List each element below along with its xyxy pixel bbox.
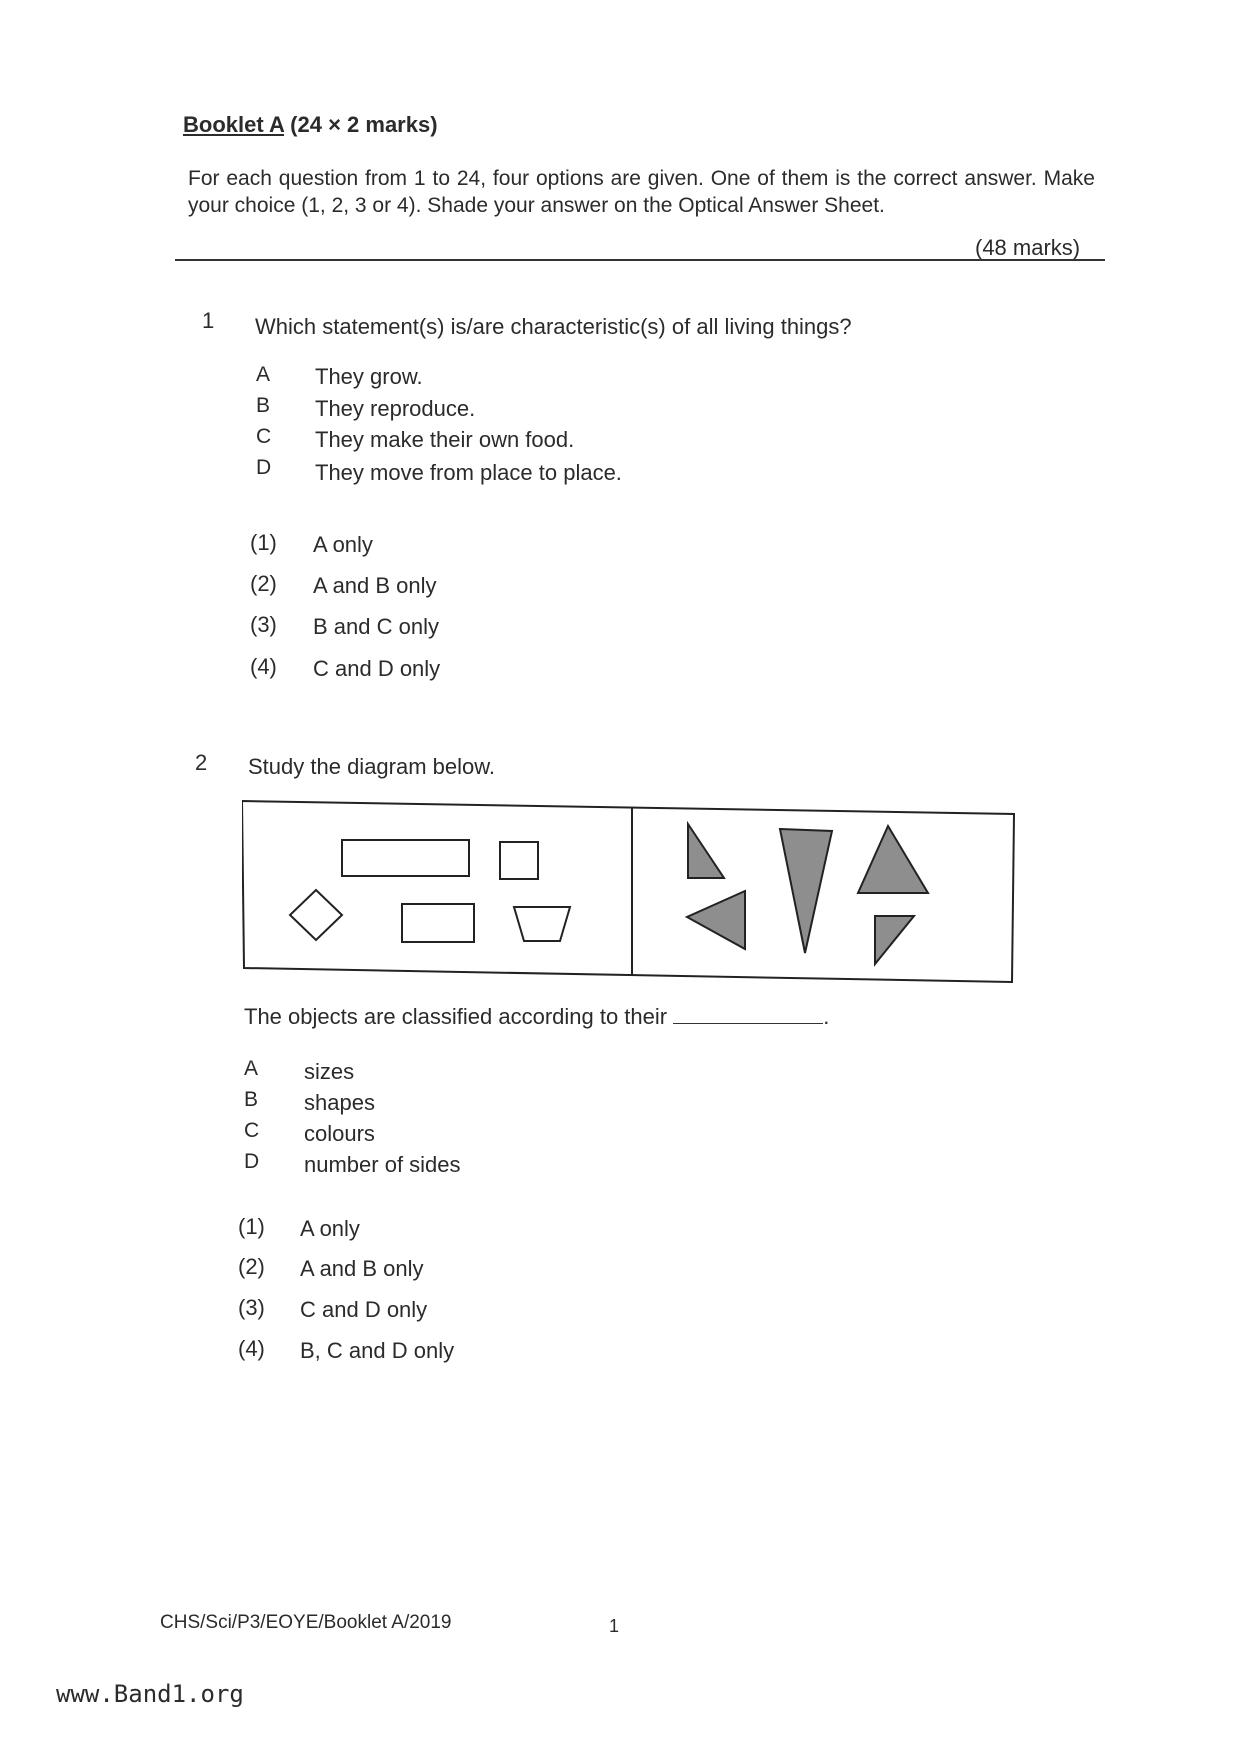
q2-option-text: B, C and D only xyxy=(300,1338,455,1363)
booklet-title: Booklet A xyxy=(183,112,285,137)
diamond-shape xyxy=(290,890,342,940)
q2-statement-letter: C xyxy=(244,1119,260,1142)
upright-triangle-shape xyxy=(858,826,928,893)
q2-statement-letter: B xyxy=(244,1088,259,1111)
left-pointing-triangle-shape xyxy=(687,891,745,949)
page-number: 1 xyxy=(609,1616,620,1636)
q2-statement-text: sizes xyxy=(304,1059,355,1084)
answer-blank xyxy=(673,1003,823,1024)
watermark: www.Band1.org xyxy=(52,1680,248,1708)
small-rectangle-shape xyxy=(402,904,474,942)
q2-statement-text: colours xyxy=(304,1121,375,1146)
q1-option-text: C and D only xyxy=(313,656,441,681)
footer-code: CHS/Sci/P3/EOYE/Booklet A/2019 xyxy=(160,1612,452,1633)
instructions-text: For each question from 1 to 24, four options are given. One of them is the correct answer. Make your choice (1, 2, 3 or 4). Shade your answer on the Optical Answer Sheet. xyxy=(188,167,1095,217)
q1-statement-text: They reproduce. xyxy=(315,396,476,421)
q1-option-number: (4) xyxy=(250,654,277,679)
small-triangle-shape xyxy=(875,916,914,964)
q1-option-text: B and C only xyxy=(313,614,439,639)
q1-option-number: (3) xyxy=(250,612,277,637)
q2-option-text: A and B only xyxy=(300,1256,424,1281)
left-group xyxy=(290,840,570,942)
q1-statement-text: They make their own food. xyxy=(315,427,575,452)
q1-statement-letter: D xyxy=(256,456,272,479)
q1-text: Which statement(s) is/are characteristic(s) of all living things? xyxy=(255,314,852,339)
q2-statement-text: shapes xyxy=(304,1090,375,1115)
right-group xyxy=(687,824,928,964)
q2-statement-text: number of sides xyxy=(304,1152,461,1177)
q1-statement-letter: B xyxy=(256,394,271,417)
total-marks: (48 marks) xyxy=(975,235,1081,260)
q1-number: 1 xyxy=(202,308,215,333)
q2-option-number: (3) xyxy=(238,1295,265,1320)
shape-classification-diagram xyxy=(242,800,1016,983)
q1-statement-letter: C xyxy=(256,425,272,448)
tall-triangle-shape xyxy=(780,829,832,953)
booklet-marks-info: (24 × 2 marks) xyxy=(290,112,438,137)
q1-option-number: (2) xyxy=(250,571,277,596)
q2-number: 2 xyxy=(195,750,208,775)
q1-option-text: A only xyxy=(313,532,373,557)
q2-stem-text: The objects are classified according to their xyxy=(244,1004,668,1029)
q1-option-number: (1) xyxy=(250,530,277,555)
q1-statement-letter: A xyxy=(256,363,271,386)
q2-option-number: (1) xyxy=(238,1214,265,1239)
q2-option-number: (4) xyxy=(238,1336,265,1361)
q2-statement-letter: A xyxy=(244,1057,259,1080)
q2-statement-letter: D xyxy=(244,1150,260,1173)
q2-text: Study the diagram below. xyxy=(248,754,496,779)
trapezium-shape xyxy=(514,907,570,941)
right-triangle-shape xyxy=(688,824,724,878)
q1-statement-text: They grow. xyxy=(315,364,423,389)
q2-option-text: C and D only xyxy=(300,1297,428,1322)
q1-statement-text: They move from place to place. xyxy=(315,460,622,485)
q1-option-text: A and B only xyxy=(313,573,437,598)
q2-option-text: A only xyxy=(300,1216,360,1241)
q2-option-number: (2) xyxy=(238,1254,265,1279)
long-rectangle-shape xyxy=(342,840,469,876)
instructions-divider xyxy=(175,259,1105,261)
booklet-heading xyxy=(183,112,438,138)
q2-stem: The objects are classified according to their . xyxy=(244,1004,830,1029)
small-square-shape xyxy=(500,842,538,879)
